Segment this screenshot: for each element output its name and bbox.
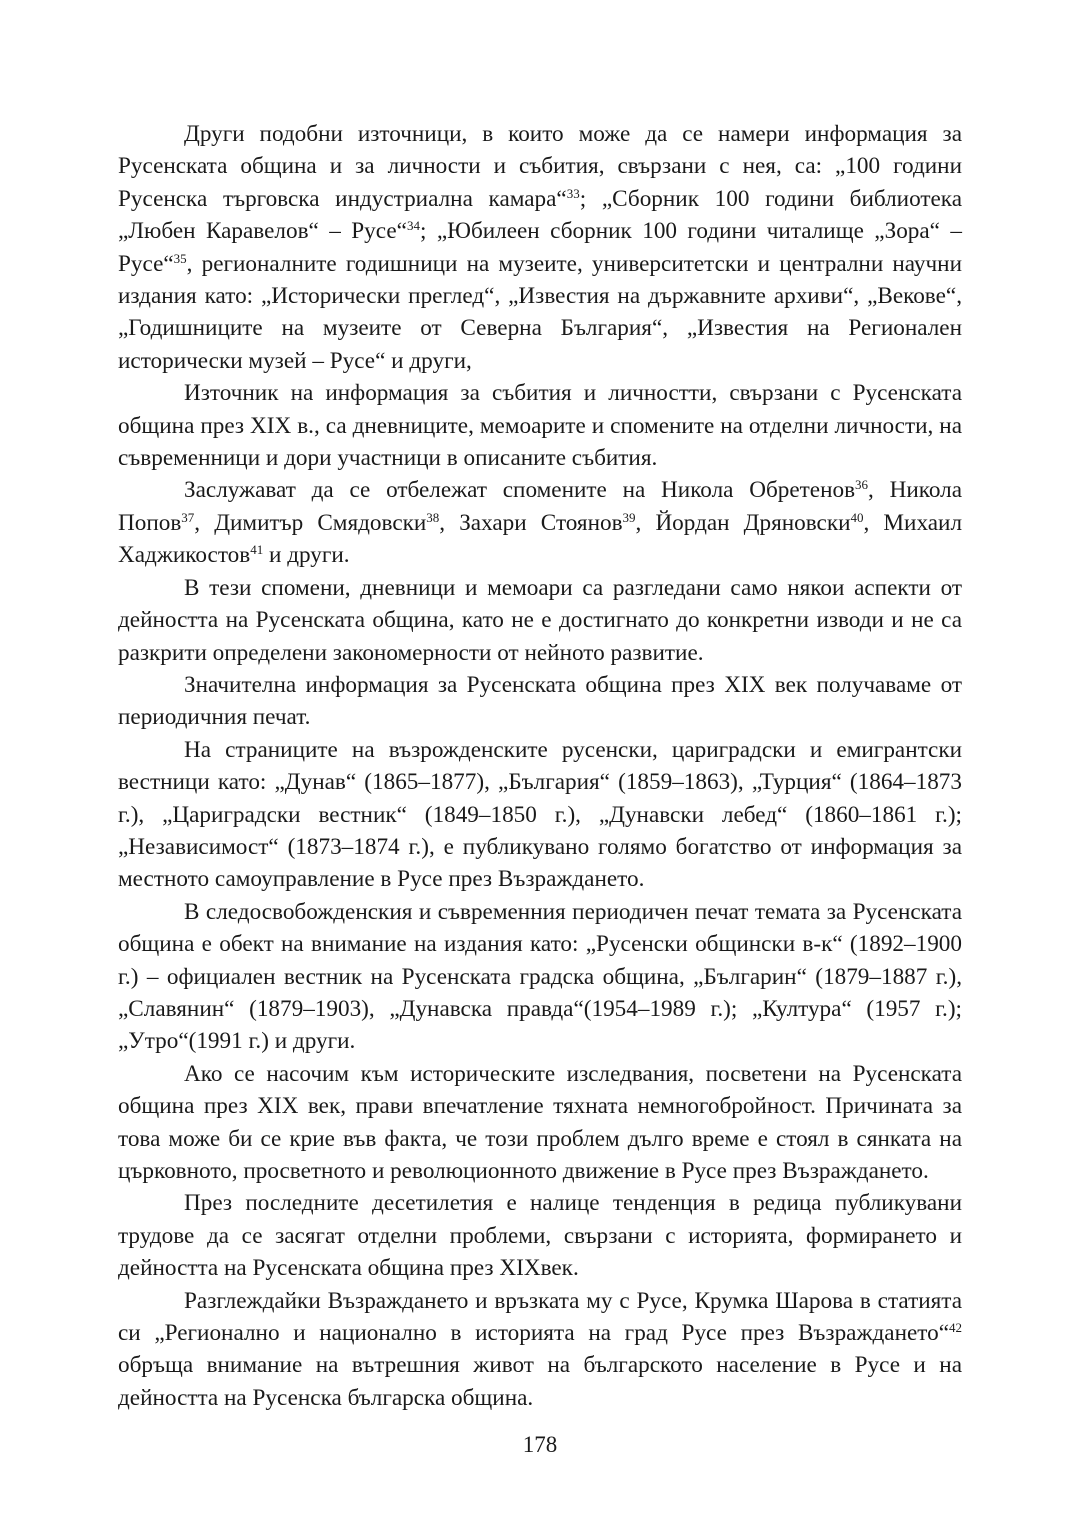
document-page <box>118 118 962 1414</box>
paragraph: В тези спомени, дневници и мемоари са разгледани само някои аспекти от дейността на Русенската община, като не е достигнато до конкретни изводи и не са разкрити определени закономерности от нейното развитие. <box>118 574 962 666</box>
paragraph: В следосвобожденския и съвременния периодичен печат темата за Русенската община е обект на внимание на издания като: „Русенски общински в-к“ (1892–1900 г.) – официален вестник на Русенската градска община, „Българин“ (1879–1887 г.), „Славянин“ (1879–1903), „Дунавска правда“(1954–1989 г.); „Култура“ (1957 г.); „Утро“(1991 г.) и други. <box>118 898 962 1055</box>
footnote-ref: 42 <box>949 1320 962 1336</box>
footnote-ref: 33 <box>566 185 580 201</box>
paragraph: Разглеждайки Възраждането и връзката му с Русе, Крумка Шарова в статията си „Регионално и национално в историята на град Русе през Възражданeто“$^{42}$ обръща внимание на вътрешния живот на българското население в Русе и на дейността на Русенска българска община. <box>118 1287 962 1411</box>
paragraph: През последните десетилетия е налице тенденция в редица публикувани трудове да се засягат отделни проблеми, свързани с историята, формирането и дейността на Русенската община през XIXвек. <box>118 1190 962 1282</box>
footnote-ref: 38 <box>426 509 440 525</box>
paragraph: Ако се насочим към историческите изследвания, посветени на Русенската община през XIX век, прави впечатление тяхната немногобройност. Причината за това може би се крие във факта, че този проблем дълго време е стоял в сянката на църковното, просветното и революционното движение в Русе през Възраждането. <box>118 1060 962 1184</box>
footnote-ref: 36 <box>855 477 869 493</box>
paragraph: Източник на информация за събития и личностти, свързани с Русенската община през XIX в., са дневниците, мемоарите и спомените на отделни личности, на съвременници и дори участници в описаните събития. <box>118 380 962 472</box>
footnote-ref: 37 <box>181 509 195 525</box>
footnote-ref: 39 <box>622 509 636 525</box>
paragraph: Други подобни източници, в които може да се намери информация за Русенската община и за личности и събития, свързани с нея, са: „100 години Русенска търговска индустриална камара“$^{33}$; „Сборник 100 години библиотека „Любен Каравелов“ – Русе“$^{34}$; „Юбилеен сборник 100 години читалище „Зора“ – Русе“$^{35}$, регионалните годишници на музеите, университетски и централни научни издания като: „Исторически преглед“, „Известия на държавните архиви“, „Векове“, „Годишниците на музеите от Северна България“, „Известия на Регионален исторически музей – Русе“ и други, <box>118 121 963 374</box>
paragraph: Заслужават да се отбележат спомените на Никола Обретенов$^{36}$, Никола Попов$^{37}$, Димитър Смядовски$^{38}$, Захари Стоянов$^{39}$, Йордан Дряновски$^{40}$, Михаил Хаджикостов$^{41}$ и други. <box>118 477 963 569</box>
footnote-ref: 40 <box>850 509 864 525</box>
paragraph: На страниците на възрожденските русенски, цариградски и емигрантски вестници като: „Дунав“ (1865–1877), „България“ (1859–1863), „Турция“ (1864–1873 г.), „Цариградски вестник“ (1849–1850 г.), „Дунавски лебед“ (1860–1861 г.); „Независимост“ (1873–1874 г.), е публикувано голямо богатство от информация за местното самоуправление в Русе през Възраждането. <box>118 736 962 893</box>
page-number: 178 <box>522 1432 558 1457</box>
footnote-ref: 35 <box>173 250 187 266</box>
paragraph: Значителна информация за Русенската община през XIX век получаваме от периодичния печат. <box>118 671 962 731</box>
footnote-ref: 34 <box>406 218 420 234</box>
footnote-ref: 41 <box>250 542 264 558</box>
